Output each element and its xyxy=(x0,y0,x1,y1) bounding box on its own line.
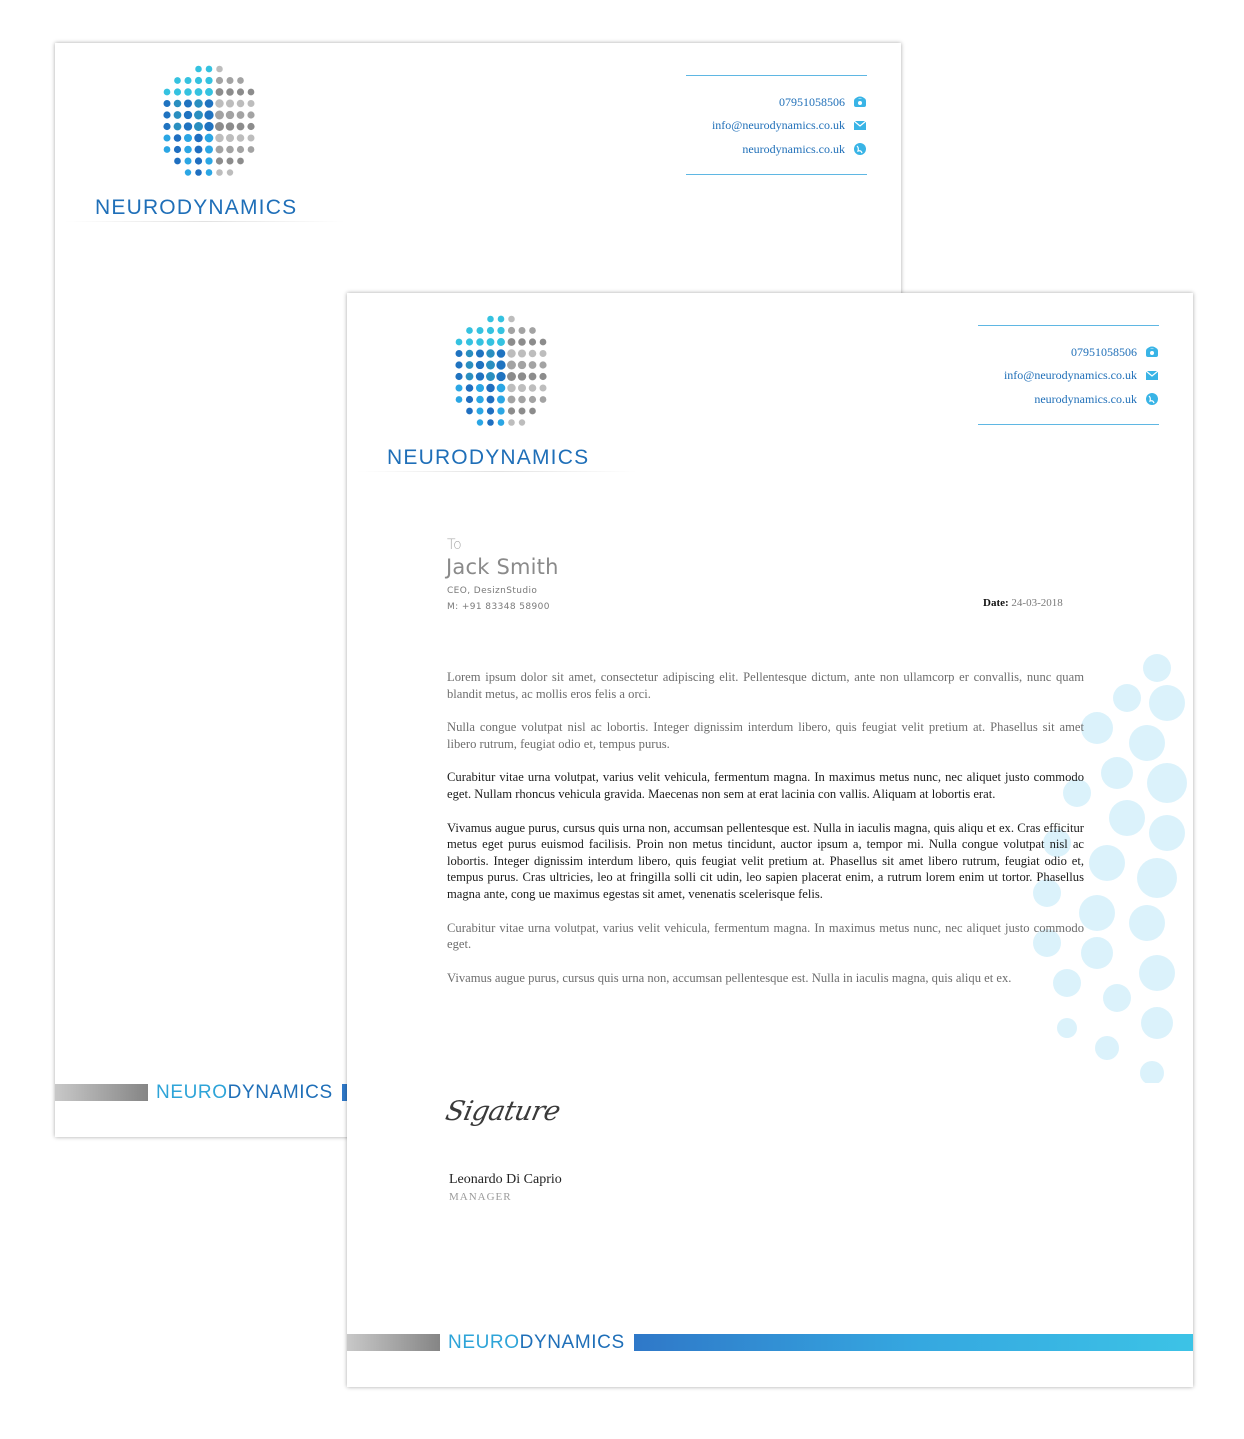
logo-dot xyxy=(205,134,214,143)
recipient-title: CEO, DesiznStudio xyxy=(447,586,538,596)
logo-dot xyxy=(497,338,505,346)
logo-dot xyxy=(466,384,474,392)
logo-dot xyxy=(226,157,233,164)
logo-dot xyxy=(216,146,224,154)
logo-dot xyxy=(487,407,494,414)
logo-dot xyxy=(174,77,181,84)
footer-blue-bar xyxy=(634,1334,1193,1351)
logo-dot xyxy=(185,77,192,84)
logo-dot xyxy=(174,123,182,131)
paragraph: Curabitur vitae urna volutpat, varius velit vehicula, fermentum magna. In maximus metus nunc, nec aliquet justo commodo eget. Nullam rhoncus vehicula gravida. Maecenas non sem at erat lacinia con vallis. Aliquam at lobortis erat. xyxy=(447,770,1084,801)
logo-dot xyxy=(216,169,223,176)
contact-block xyxy=(978,325,1159,425)
logo-dot xyxy=(194,99,202,107)
decor-dot xyxy=(1141,1007,1173,1039)
logo-dot xyxy=(529,361,537,369)
logo-dot xyxy=(456,396,463,403)
logo-dot xyxy=(519,327,526,334)
logo-dot xyxy=(518,372,526,380)
logo-dot xyxy=(195,169,202,176)
decor-dot xyxy=(1129,905,1165,941)
logo-dot xyxy=(163,123,170,130)
logo-dot xyxy=(195,146,203,154)
logo-dot xyxy=(204,110,213,119)
logo-dot xyxy=(539,384,546,391)
logo-dot xyxy=(174,158,181,165)
date-label: Date: xyxy=(983,597,1009,609)
paragraph: Lorem ipsum dolor sit amet, consectetur adipiscing elit. Pellentesque dictum, ante non ullamcorp er convallis, nunc quam blandit metus, ac mollis eros felis a orci. xyxy=(447,670,1084,701)
paragraph: Vivamus augue purus, cursus quis urna non, accumsan pellentesque est. Nulla in iaculis magna, quis aliqu et ex. xyxy=(447,970,1012,985)
letter-sheet xyxy=(347,293,1193,1387)
logo-dot xyxy=(164,146,171,153)
signature: Sigature xyxy=(442,1096,563,1127)
logo-dot xyxy=(195,77,202,84)
logo-dot xyxy=(487,396,495,404)
logo-dot xyxy=(497,349,506,358)
decor-dot xyxy=(1149,815,1185,851)
logo-dot xyxy=(486,361,495,370)
decor-dot xyxy=(1147,763,1187,803)
logo-dot xyxy=(507,372,516,381)
decor-dot xyxy=(1089,845,1125,881)
logo-dot xyxy=(498,419,505,426)
logo-dot xyxy=(539,361,546,368)
phone-icon xyxy=(853,95,867,109)
logo-dot xyxy=(507,384,515,392)
logo-dot xyxy=(476,338,484,346)
brain-logo-icon xyxy=(159,63,259,181)
footer-wordmark-dynamics: DYNAMICS xyxy=(519,1332,625,1353)
logo-dot xyxy=(184,157,191,164)
logo-dot xyxy=(518,407,525,414)
logo-dot xyxy=(185,169,191,175)
logo-dot xyxy=(529,350,537,358)
logo-dot xyxy=(540,339,547,346)
logo-dot xyxy=(507,361,516,370)
logo-dot xyxy=(529,373,537,381)
decor-dot xyxy=(1101,757,1133,789)
decor-dot xyxy=(1109,800,1145,836)
logo-dot xyxy=(518,349,526,357)
decor-dot xyxy=(1081,712,1113,744)
decor-dot xyxy=(1103,984,1131,1012)
contact-phone-row xyxy=(1071,343,1159,361)
logo-dot xyxy=(508,316,515,323)
logo-dot xyxy=(205,77,212,84)
logo-dot xyxy=(497,396,505,404)
logo-dot xyxy=(206,169,213,176)
letterhead-footer xyxy=(347,1334,1193,1351)
logo-dot xyxy=(216,88,224,96)
contact-website-row xyxy=(742,140,867,158)
logo-dot xyxy=(486,384,494,392)
footer-wordmark xyxy=(156,1081,333,1104)
contact-website-row xyxy=(1034,390,1159,408)
logo-dot xyxy=(508,327,515,334)
globe-icon xyxy=(853,142,867,156)
website-url: neurodynamics.co.uk xyxy=(1034,391,1137,406)
logo-dot xyxy=(163,134,170,141)
logo-dot xyxy=(204,122,213,131)
logo-dot xyxy=(205,99,214,108)
footer-gray-bar xyxy=(55,1084,148,1101)
logo-dot xyxy=(507,349,515,357)
logo-dot xyxy=(455,361,462,368)
brain-logo-icon xyxy=(451,313,551,431)
logo-dot xyxy=(216,77,223,84)
logo-dot xyxy=(466,408,473,415)
logo-dot xyxy=(476,407,483,414)
decor-dot xyxy=(1143,654,1171,682)
website-url: neurodynamics.co.uk xyxy=(742,141,845,156)
logo-dot xyxy=(248,146,255,153)
logo-dot xyxy=(226,146,234,154)
decor-dot xyxy=(1113,684,1141,712)
logo-dot xyxy=(477,419,483,425)
mail-icon xyxy=(1145,368,1159,382)
logo-dot xyxy=(518,338,526,346)
mail-icon xyxy=(853,118,867,132)
logo-dot xyxy=(226,88,234,96)
logo-dot xyxy=(455,384,462,391)
logo-dot xyxy=(497,327,504,334)
logo-dot xyxy=(226,99,234,107)
logo-dot xyxy=(195,88,203,96)
logo-dot xyxy=(184,146,192,154)
footer-gray-bar xyxy=(347,1334,440,1351)
decor-dot xyxy=(1129,725,1165,761)
logo-dot xyxy=(216,157,223,164)
logo-dot xyxy=(237,77,244,84)
logo-dot xyxy=(476,384,484,392)
logo-dot xyxy=(215,134,223,142)
logo-dot xyxy=(466,361,474,369)
logo-dot xyxy=(205,146,213,154)
logo-dot xyxy=(205,157,212,164)
logo-dot xyxy=(184,134,192,142)
logo-dot xyxy=(508,407,515,414)
contact-block xyxy=(686,75,867,175)
phone-icon xyxy=(1145,345,1159,359)
logo-dot xyxy=(496,360,505,369)
paragraph: Curabitur vitae urna volutpat, varius velit vehicula, fermentum magna. In maximus metus nunc, nec aliquet justo commodo eget. xyxy=(447,920,1084,952)
logo-dot xyxy=(247,111,254,118)
logo-dot xyxy=(456,350,463,357)
paragraph: Vivamus augue purus, cursus quis urna non, accumsan pellentesque est. Nulla in iaculis magna, quis aliqu et ex. Cras efficitur metus eget purus euismod facilisis. Proin non metus tincidunt, auctor ipsum a, tempor mi. Nulla congue volutpat nisl ac lobortis. Integer dignissim interdum libero, quis feugiat velit pretium at. Phasellus sit amet libero rutrum, feugiat odio et, tempus purus. Cras ultricies, leo at fringilla solli cit udin, leo sapien placerat enim, a rutrum lorem enim ut tortor. Phasellus magna ante, cong ue maximus egestas sit amet, venenatis scelerisque felis. xyxy=(447,820,1084,901)
logo-dot xyxy=(466,338,473,345)
logo-dot xyxy=(508,338,516,346)
logo-dot xyxy=(206,66,213,73)
logo-dot xyxy=(487,316,494,323)
contact-phone-row xyxy=(779,93,867,111)
decor-dot xyxy=(1139,955,1175,991)
logo-dot xyxy=(496,372,505,381)
decor-dot xyxy=(1095,1036,1119,1060)
logo-underline xyxy=(357,471,637,472)
logo-dot xyxy=(237,88,244,95)
footer-wordmark-dynamics: DYNAMICS xyxy=(227,1082,333,1103)
logo-dot xyxy=(184,111,192,119)
logo-dot xyxy=(529,396,536,403)
logo-dot xyxy=(540,350,547,357)
recipient-name: Jack Smith xyxy=(446,555,559,579)
logo-dot xyxy=(195,157,202,164)
footer-wordmark-neuro: NEURO xyxy=(448,1332,520,1353)
contact-email-row xyxy=(712,116,867,134)
logo-dot xyxy=(466,327,473,334)
logo-dot xyxy=(248,89,255,96)
logo-dot xyxy=(477,327,484,334)
email-address: info@neurodynamics.co.uk xyxy=(711,117,845,132)
logo-dot xyxy=(215,111,224,120)
logo-dot xyxy=(519,419,525,425)
logo-dot xyxy=(476,396,484,404)
logo-dot xyxy=(486,372,495,381)
logo-dot xyxy=(237,134,245,142)
decor-dot xyxy=(1081,937,1113,969)
logo-dot xyxy=(466,396,473,403)
logo-dot xyxy=(539,373,546,380)
logo-dot xyxy=(466,373,474,381)
logo-dot xyxy=(487,419,494,426)
logo-dot xyxy=(174,88,181,95)
logo-dot xyxy=(247,123,254,130)
decor-dot xyxy=(1149,685,1185,721)
logo-dot xyxy=(529,408,536,415)
logo-dot xyxy=(226,134,234,142)
logo-dot xyxy=(237,100,245,108)
logo-dot xyxy=(540,396,547,403)
logo-dot xyxy=(184,88,192,96)
date-value: 24-03-2018 xyxy=(1011,597,1063,609)
logo-dot xyxy=(194,122,203,131)
footer-wordmark-neuro: NEURO xyxy=(156,1082,228,1103)
email-address: info@neurodynamics.co.uk xyxy=(1003,367,1137,382)
logo-dot xyxy=(487,338,495,346)
logo-dot xyxy=(226,111,234,119)
logo-dot xyxy=(215,122,224,131)
signer-name: Leonardo Di Caprio xyxy=(449,1172,562,1187)
paragraph: Nulla congue volutpat nisl ac lobortis. Integer dignissim interdum libero, quis feugiat velit pretium at. Phasellus sit amet libero rutrum, feugiat odio et, tempus purus. xyxy=(447,720,1084,751)
logo-dot xyxy=(194,134,202,142)
logo-dot xyxy=(455,373,462,380)
logo-dot xyxy=(497,407,504,414)
logo-dot xyxy=(164,89,171,96)
logo-dot xyxy=(518,384,526,392)
logo-dot xyxy=(226,122,234,130)
globe-icon xyxy=(1145,392,1159,406)
phone-number: 07951058506 xyxy=(1071,344,1137,359)
decor-dot xyxy=(1140,1061,1164,1083)
logo-dot xyxy=(476,349,484,357)
logo-dot xyxy=(163,111,170,118)
logo-dot xyxy=(498,316,505,323)
logo-dot xyxy=(237,123,245,131)
decor-dot xyxy=(1079,895,1115,931)
recipient-mobile: M: +91 83348 58900 xyxy=(447,602,550,612)
logo-dot xyxy=(486,349,494,357)
logo-dot xyxy=(456,339,463,346)
logo-dot xyxy=(237,158,244,165)
phone-number: 07951058506 xyxy=(779,94,845,109)
logo-dot xyxy=(184,122,192,130)
logo-dot xyxy=(247,134,254,141)
logo-dot xyxy=(497,384,506,393)
letter-date xyxy=(983,597,1063,609)
logo-dot xyxy=(529,327,536,334)
contact-email-row xyxy=(1004,366,1159,384)
logo-dot xyxy=(237,146,244,153)
logo-dot xyxy=(518,361,526,369)
logo-dot xyxy=(184,99,192,107)
to-label: To xyxy=(447,537,462,553)
logo-dot xyxy=(205,88,213,96)
logo-dot xyxy=(518,396,526,404)
logo-dot xyxy=(194,111,203,120)
footer-wordmark xyxy=(448,1331,625,1354)
logo-dot xyxy=(237,111,245,119)
logo-dot xyxy=(508,419,515,426)
logo-dot xyxy=(508,396,516,404)
logo-dot xyxy=(174,100,182,108)
logo-dot xyxy=(174,111,182,119)
logo-dot xyxy=(476,361,484,369)
logo-dot xyxy=(195,66,202,73)
letter-body xyxy=(447,669,1084,1003)
logo-dot xyxy=(476,372,484,380)
decor-dot xyxy=(1137,858,1177,898)
signer-title: MANAGER xyxy=(449,1191,512,1203)
logo-dot xyxy=(466,350,474,358)
logo-dot xyxy=(248,100,255,107)
logo-wordmark: NEURODYNAMICS xyxy=(95,196,298,219)
logo-dot xyxy=(227,77,234,84)
logo-dot xyxy=(529,384,537,392)
logo-dot xyxy=(529,338,536,345)
logo-dot xyxy=(215,99,223,107)
logo-dot xyxy=(164,100,171,107)
logo-dot xyxy=(487,327,494,334)
logo-dot xyxy=(216,66,223,73)
logo-underline xyxy=(65,221,345,222)
logo-dot xyxy=(227,169,233,175)
logo-dot xyxy=(174,134,182,142)
logo-wordmark: NEURODYNAMICS xyxy=(387,446,590,469)
decor-dot xyxy=(1057,1018,1077,1038)
logo-dot xyxy=(174,146,181,153)
